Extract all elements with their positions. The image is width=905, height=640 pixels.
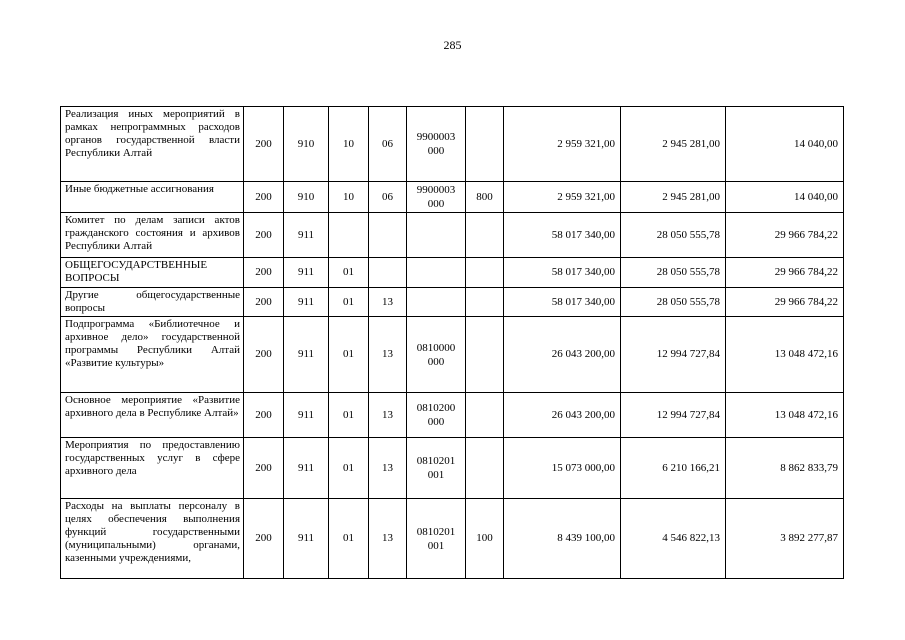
cell-c4: 13: [369, 499, 407, 579]
cell-c1: 200: [244, 107, 284, 182]
cell-value-3: 29 966 784,22: [726, 288, 844, 317]
cell-value-1: 58 017 340,00: [504, 258, 621, 288]
cell-value-1: 8 439 100,00: [504, 499, 621, 579]
cell-c2: 911: [284, 288, 329, 317]
cell-c5: 0810201 001: [407, 499, 466, 579]
cell-value-2: 4 546 822,13: [621, 499, 726, 579]
row-name: Подпрограмма «Библиотечное и архивное дело» государственной программы Республики Алтай «Развитие культуры»: [61, 317, 244, 393]
cell-c4: 06: [369, 182, 407, 213]
row-name: Мероприятия по предоставлению государственных услуг в сфере архивного дела: [61, 438, 244, 499]
cell-c1: 200: [244, 499, 284, 579]
row-name: Иные бюджетные ассигнования: [61, 182, 244, 213]
cell-c6: [466, 393, 504, 438]
cell-c2: 911: [284, 393, 329, 438]
cell-value-2: 12 994 727,84: [621, 317, 726, 393]
cell-c3: 10: [329, 107, 369, 182]
cell-value-3: 8 862 833,79: [726, 438, 844, 499]
cell-c4: 06: [369, 107, 407, 182]
cell-value-3: 3 892 277,87: [726, 499, 844, 579]
cell-c5: 9900003 000: [407, 107, 466, 182]
cell-c2: 911: [284, 258, 329, 288]
cell-value-1: 58 017 340,00: [504, 288, 621, 317]
table-row: [61, 288, 844, 317]
cell-c2: 911: [284, 213, 329, 258]
cell-c1: 200: [244, 182, 284, 213]
cell-c2: 911: [284, 438, 329, 499]
table-row: [61, 107, 844, 182]
table-row: [61, 317, 844, 393]
cell-c1: 200: [244, 288, 284, 317]
page-number: 285: [443, 38, 462, 52]
cell-value-2: 12 994 727,84: [621, 393, 726, 438]
cell-c5: [407, 213, 466, 258]
table-row: [61, 213, 844, 258]
row-name: ОБЩЕГОСУДАРСТВЕННЫЕ ВОПРОСЫ: [61, 258, 244, 288]
cell-value-3: 13 048 472,16: [726, 317, 844, 393]
cell-value-2: 28 050 555,78: [621, 213, 726, 258]
cell-value-2: 2 945 281,00: [621, 182, 726, 213]
cell-c6: [466, 438, 504, 499]
cell-value-3: 13 048 472,16: [726, 393, 844, 438]
cell-c1: 200: [244, 258, 284, 288]
row-name: Реализация иных мероприятий в рамках непрограммных расходов органов государственной власти Республики Алтай: [61, 107, 244, 182]
cell-c6: 800: [466, 182, 504, 213]
cell-c4: [369, 258, 407, 288]
cell-c1: 200: [244, 393, 284, 438]
cell-c6: [466, 213, 504, 258]
cell-value-3: 14 040,00: [726, 107, 844, 182]
cell-value-1: 26 043 200,00: [504, 317, 621, 393]
cell-value-2: 2 945 281,00: [621, 107, 726, 182]
row-name: [61, 499, 244, 579]
cell-c1: 200: [244, 438, 284, 499]
cell-value-2: 6 210 166,21: [621, 438, 726, 499]
cell-value-3: 14 040,00: [726, 182, 844, 213]
cell-c2: 910: [284, 107, 329, 182]
cell-c6: [466, 107, 504, 182]
row-name: Комитет по делам записи актов гражданского состояния и архивов Республики Алтай: [61, 213, 244, 258]
cell-c5: 0810200 000: [407, 393, 466, 438]
cell-c4: [369, 213, 407, 258]
cell-c3: [329, 213, 369, 258]
cell-c5: 0810000 000: [407, 317, 466, 393]
cell-value-1: 15 073 000,00: [504, 438, 621, 499]
cell-c6: [466, 288, 504, 317]
cell-c1: 200: [244, 317, 284, 393]
cell-c3: 10: [329, 182, 369, 213]
table-row: [61, 393, 844, 438]
cell-c3: 01: [329, 317, 369, 393]
cell-value-1: 2 959 321,00: [504, 182, 621, 213]
cell-c3: 01: [329, 499, 369, 579]
cell-c5: 0810201 001: [407, 438, 466, 499]
table-row: [61, 258, 844, 288]
cell-c6: 100: [466, 499, 504, 579]
cell-c3: 01: [329, 258, 369, 288]
row-name-text: Расходы на выплаты персоналу в целях обеспечения выполнения функций государственными (муниципальными) органами, казенными учреждениями,: [65, 500, 240, 564]
cell-c6: [466, 317, 504, 393]
cell-c6: [466, 258, 504, 288]
cell-c4: 13: [369, 288, 407, 317]
cell-value-3: 29 966 784,22: [726, 258, 844, 288]
cell-value-2: 28 050 555,78: [621, 288, 726, 317]
cell-c2: 911: [284, 499, 329, 579]
cell-value-2: 28 050 555,78: [621, 258, 726, 288]
table-row: [61, 499, 844, 579]
cell-c5: [407, 288, 466, 317]
cell-value-1: 58 017 340,00: [504, 213, 621, 258]
cell-value-1: 26 043 200,00: [504, 393, 621, 438]
table-row: [61, 438, 844, 499]
row-name: Другие общегосударственные вопросы: [61, 288, 244, 317]
cell-c3: 01: [329, 438, 369, 499]
cell-c2: 911: [284, 317, 329, 393]
cell-value-1: 2 959 321,00: [504, 107, 621, 182]
cell-c5: 9900003 000: [407, 182, 466, 213]
budget-table: [60, 106, 844, 579]
cell-c4: 13: [369, 438, 407, 499]
table-row: [61, 182, 844, 213]
cell-c1: 200: [244, 213, 284, 258]
row-name: Основное мероприятие «Развитие архивного дела в Республике Алтай»: [61, 393, 244, 438]
cell-c4: 13: [369, 393, 407, 438]
cell-c3: 01: [329, 288, 369, 317]
cell-c4: 13: [369, 317, 407, 393]
cell-c5: [407, 258, 466, 288]
cell-value-3: 29 966 784,22: [726, 213, 844, 258]
cell-c2: 910: [284, 182, 329, 213]
cell-c3: 01: [329, 393, 369, 438]
